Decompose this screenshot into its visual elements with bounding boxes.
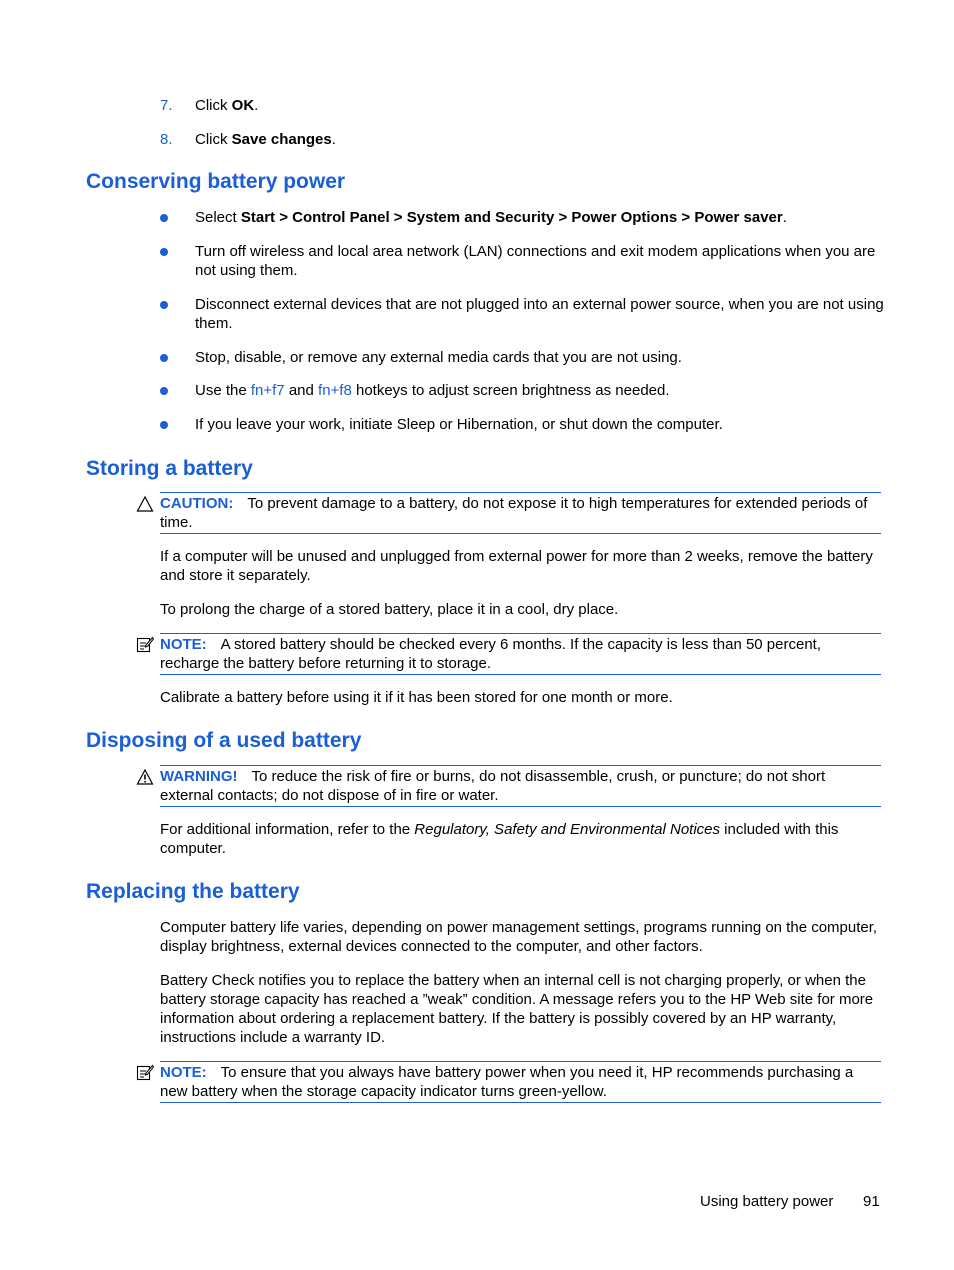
paragraph: Battery Check notifies you to replace the battery when an internal cell is not charging properly, or when the battery storage capacity has reached a ”weak” condition. A message refers you to the HP Web site for more information about ordering a replacement battery. If the battery is possibly covered by an HP warranty, instructions include a warranty ID. bbox=[160, 972, 874, 1046]
list-item: Use the fn+f7 and fn+f8 hotkeys to adjust screen brightness as needed. bbox=[195, 382, 670, 399]
bullet-icon bbox=[160, 248, 168, 256]
list-item: If you leave your work, initiate Sleep or Hibernation, or shut down the computer. bbox=[195, 416, 723, 433]
list-item: Disconnect external devices that are not plugged into an external power source, when you are not using them. bbox=[195, 296, 884, 332]
warning-label: WARNING! bbox=[160, 768, 238, 785]
hotkey-link-fn-f7[interactable]: fn+f7 bbox=[250, 382, 285, 399]
paragraph: Computer battery life varies, depending on power management settings, programs running on the computer, display brightness, external devices connected to the computer, and other factors. bbox=[160, 919, 878, 955]
bullet-icon bbox=[160, 354, 168, 362]
step-text: Click OK. bbox=[195, 97, 259, 114]
bullet-icon bbox=[160, 214, 168, 222]
footer-section-title: Using battery power bbox=[700, 1193, 834, 1210]
bullet-icon bbox=[160, 301, 168, 309]
list-item: Turn off wireless and local area network (LAN) connections and exit modem applications when you are not using them. bbox=[195, 243, 876, 279]
note-icon bbox=[136, 636, 154, 654]
warning-text: To reduce the risk of fire or burns, do not disassemble, crush, or puncture; do not short external contacts; do not dispose of in fire or water. bbox=[160, 768, 826, 804]
note-text: A stored battery should be checked every 6 months. If the capacity is less than 50 percent, recharge the battery before returning it to storage. bbox=[160, 636, 822, 672]
caution-box bbox=[160, 492, 881, 534]
bullet-icon bbox=[160, 421, 168, 429]
step-text: Click Save changes. bbox=[195, 131, 336, 148]
section-heading-conserving: Conserving battery power bbox=[86, 170, 346, 193]
page-number: 91 bbox=[863, 1193, 880, 1210]
paragraph: Calibrate a battery before using it if it has been stored for one month or more. bbox=[160, 689, 673, 706]
warning-box bbox=[160, 765, 881, 807]
note-box bbox=[160, 633, 881, 675]
section-heading-replacing: Replacing the battery bbox=[86, 880, 300, 903]
paragraph: To prolong the charge of a stored battery, place it in a cool, dry place. bbox=[160, 601, 619, 618]
step-number: 7. bbox=[160, 97, 173, 114]
paragraph: For additional information, refer to the Regulatory, Safety and Environmental Notices included with this computer. bbox=[160, 821, 839, 857]
note-label: NOTE: bbox=[160, 636, 207, 653]
list-item: Select Start > Control Panel > System and Security > Power Options > Power saver. bbox=[195, 209, 787, 226]
paragraph: If a computer will be unused and unplugged from external power for more than 2 weeks, remove the battery and store it separately. bbox=[160, 548, 873, 584]
section-heading-disposing: Disposing of a used battery bbox=[86, 729, 362, 752]
step-number: 8. bbox=[160, 131, 173, 148]
caution-icon bbox=[136, 495, 154, 513]
warning-icon bbox=[136, 768, 154, 786]
note-text: To ensure that you always have battery power when you need it, HP recommends purchasing a new battery when the storage capacity indicator turns green-yellow. bbox=[160, 1064, 854, 1100]
list-item: Stop, disable, or remove any external media cards that you are not using. bbox=[195, 349, 682, 366]
section-heading-storing: Storing a battery bbox=[86, 457, 253, 480]
hotkey-link-fn-f8[interactable]: fn+f8 bbox=[318, 382, 352, 399]
caution-text: To prevent damage to a battery, do not expose it to high temperatures for extended periods of time. bbox=[160, 495, 868, 531]
note-label: NOTE: bbox=[160, 1064, 207, 1081]
caution-label: CAUTION: bbox=[160, 495, 234, 512]
note-icon bbox=[136, 1064, 154, 1082]
bullet-icon bbox=[160, 387, 168, 395]
note-box bbox=[160, 1061, 881, 1103]
